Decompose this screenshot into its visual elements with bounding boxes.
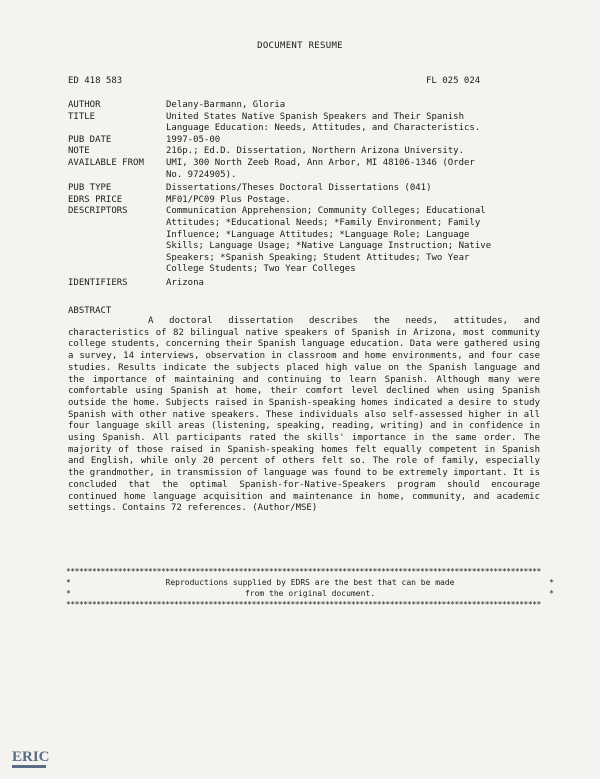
- field-label: IDENTIFIERS: [68, 277, 128, 288]
- eric-logo-bar: [12, 765, 46, 768]
- field-note: [68, 146, 538, 158]
- ed-number: ED 418 583: [68, 76, 123, 86]
- metadata-fields: [68, 100, 538, 290]
- reproduction-text-2: from the original document.: [244, 589, 376, 598]
- eric-logo-text: ERIC: [12, 749, 50, 765]
- star-border-top: **************************************************************************************************************: [66, 567, 541, 576]
- field-value: United States Native Spanish Speakers and Their Spanish Language Education: Needs, Attitudes, and Characteristics.: [166, 111, 481, 134]
- field-value: Communication Apprehension; Community Colleges; Educational Attitudes; *Educational Needs; *Family Environment; Family Influence; *Language Attitudes; *Language Role; Language Skills; Language Usage; *Native Language Instruction; Native Speakers; *Spanish Speaking; Student Attitudes; Two Year College Students; Two Year Colleges: [166, 206, 492, 275]
- field-value: Dissertations/Theses Doctoral Dissertations (041): [166, 183, 432, 194]
- field-value: MF01/PC09 Plus Postage.: [166, 194, 291, 205]
- reproduction-line-2: [66, 588, 554, 599]
- star-border-bottom: **************************************************************************************************************: [66, 600, 541, 609]
- field-label: TITLE: [68, 111, 96, 122]
- reproduction-text-1: Reproductions supplied by EDRS are the best that can be made: [165, 578, 455, 587]
- field-identifiers: [68, 278, 538, 290]
- field-edrs-price: [68, 195, 538, 207]
- field-label: DESCRIPTORS: [68, 206, 128, 217]
- field-label: AVAILABLE FROM: [68, 157, 144, 168]
- field-label: EDRS PRICE: [68, 194, 123, 205]
- field-label: PUB TYPE: [68, 183, 112, 194]
- field-descriptors: [68, 206, 538, 276]
- field-label: NOTE: [68, 146, 90, 157]
- field-value: 216p.; Ed.D. Dissertation, Northern Arizona University.: [166, 146, 465, 157]
- star-mark: *: [549, 589, 554, 598]
- reproduction-line-1: [66, 577, 554, 588]
- field-pub-type: [68, 183, 538, 195]
- field-title: [68, 112, 538, 135]
- field-pub-date: [68, 135, 538, 147]
- field-label: PUB DATE: [68, 134, 112, 145]
- eric-logo: [10, 742, 50, 772]
- field-available-from: [68, 158, 538, 181]
- field-value: Delany-Barmann, Gloria: [166, 100, 286, 110]
- star-mark: *: [66, 589, 71, 598]
- field-label: AUTHOR: [68, 100, 101, 110]
- field-author: [68, 100, 538, 112]
- abstract-text: A doctoral dissertation describes the needs, attitudes, and characteristics of 82 bilingual native speakers of Spanish in Arizona, most community college students, concerning their Spanish language education. Data were gathered using a survey, 14 interviews, observation in classroom and home environments, and four case studies. Results indicate the subjects placed high value on the Spanish language and the importance of maintaining and continuing to learn Spanish. Although many were comfortable using Spanish at home, their comfort level declined when using Spanish outside the home. Subjects raised in Spanish-speaking homes indicated a desire to study Spanish with other native speakers. These individuals also self-assessed higher in all four language skill areas (listening, speaking, reading, writing) and in confidence in using Spanish. All participants rated the skills' importance in the same order. The majority of those raised in Spanish-speaking homes felt equally competent in Spanish and English, while only 20 percent of others felt so. The role of family, especially the grandmother, in transmission of language was found to be extremely important. It is concluded that the optimal Spanish-for-Native-Speakers program should encourage continued home language acquisition and maintenance in home, community, and academic settings. Contains 72 references. (Author/MSE): [68, 316, 540, 514]
- field-value: Arizona: [166, 277, 204, 288]
- star-mark: *: [66, 578, 71, 587]
- reproduction-notice: [66, 566, 554, 610]
- star-mark: *: [549, 578, 554, 587]
- document-title: DOCUMENT RESUME: [257, 41, 343, 51]
- field-value: 1997-05-00: [166, 134, 221, 145]
- abstract-label: ABSTRACT: [68, 306, 112, 316]
- field-value: UMI, 300 North Zeeb Road, Ann Arbor, MI 48106-1346 (Order No. 9724905).: [166, 157, 475, 180]
- fl-number: FL 025 024: [426, 76, 481, 86]
